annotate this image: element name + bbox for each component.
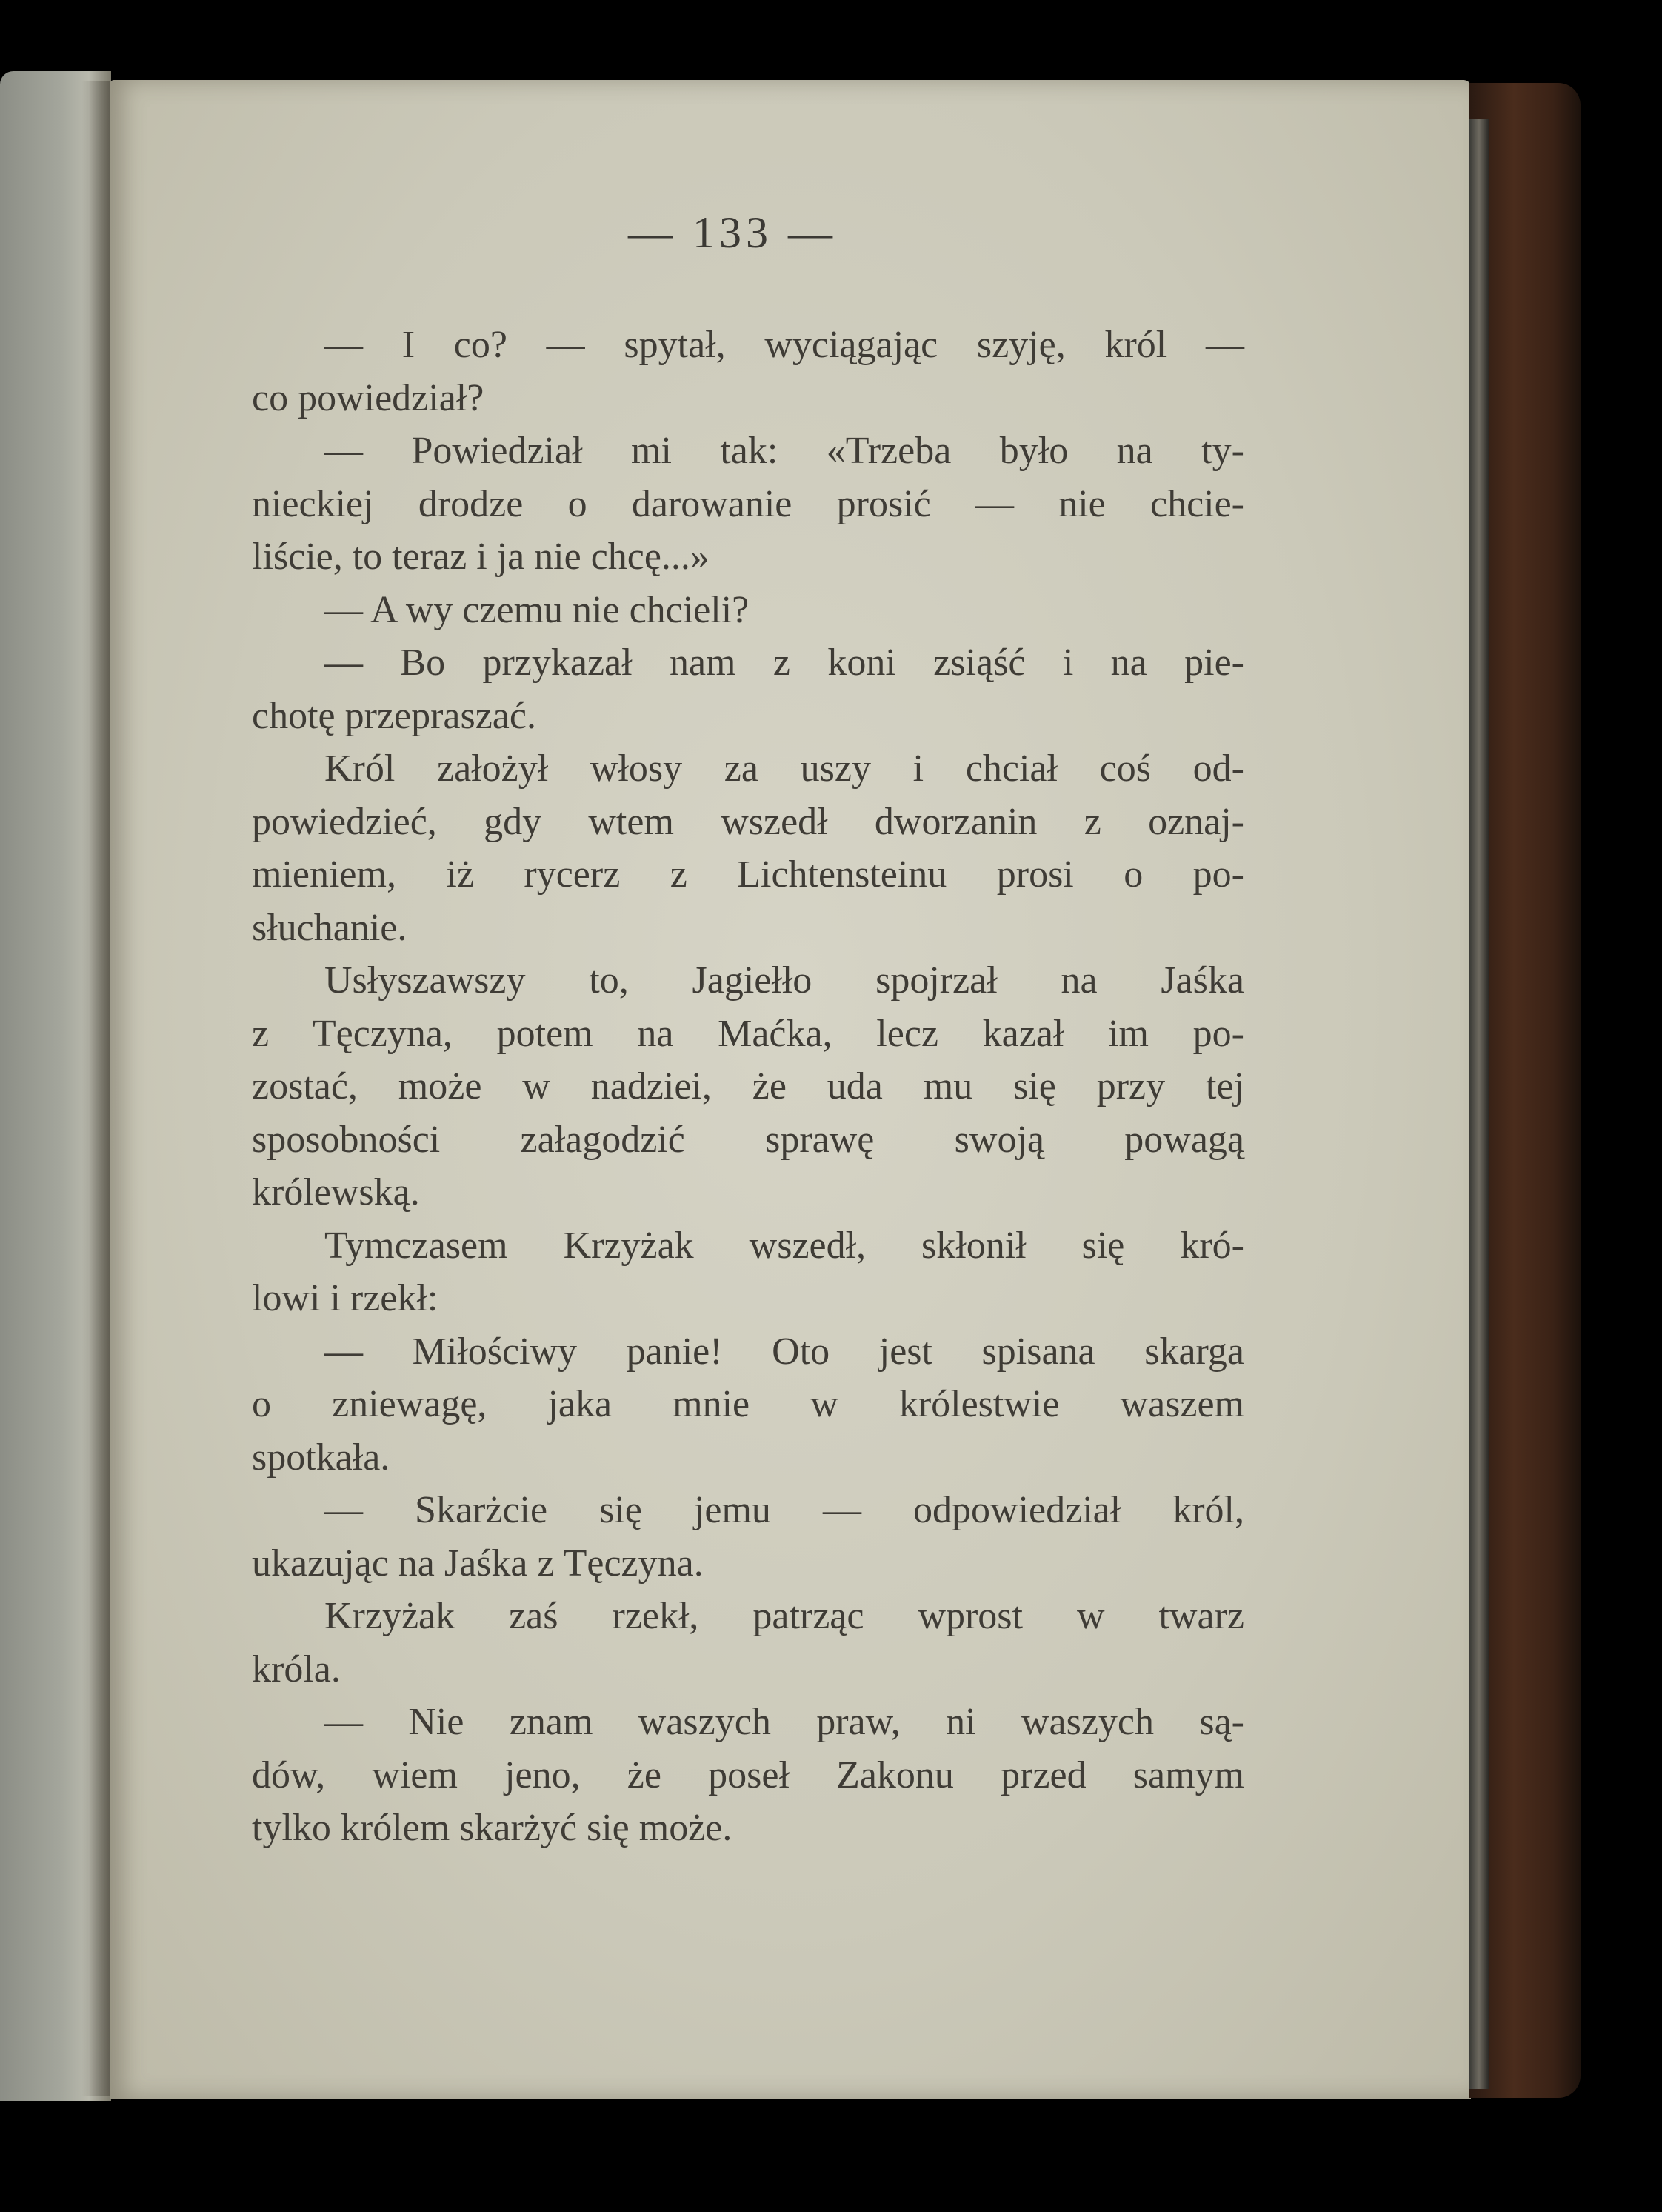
text-line: Krzyżak zaś rzekł, patrząc wprost w twarz	[324, 1595, 1244, 1637]
text-line: królewską.	[252, 1171, 420, 1213]
text-line: Król założył włosy za uszy i chciał coś od-	[324, 747, 1244, 790]
page-number: — 133 —	[628, 208, 837, 257]
text-line: — I co? — spytał, wyciągając szyję, król —	[324, 324, 1244, 366]
text-line: zostać, może w nadziei, że uda mu się przy tej	[252, 1065, 1244, 1107]
text-line: Tymczasem Krzyżak wszedł, skłonił się kró-	[324, 1224, 1244, 1267]
body-text	[252, 319, 1244, 1855]
text-line: — Bo przykazał nam z koni zsiąść i na pie-	[324, 642, 1244, 684]
text-line: — Powiedział mi tak: «Trzeba było na ty-	[324, 430, 1244, 472]
text-line: tylko królem skarżyć się może.	[252, 1807, 732, 1849]
text-line: liście, to teraz i ja nie chcę...»	[252, 536, 710, 578]
text-line: o zniewagę, jaka mnie w królestwie waszem	[252, 1383, 1244, 1425]
text-line: sposobności załagodzić sprawę swoją powagą	[252, 1118, 1244, 1161]
text-line: nieckiej drodze o darowanie prosić — nie chcie-	[252, 482, 1244, 525]
text-line: spotkała.	[252, 1436, 390, 1479]
text-line: — Nie znam waszych praw, ni waszych są-	[324, 1701, 1244, 1743]
text-line: chotę przepraszać.	[252, 694, 536, 737]
text-line: króla.	[252, 1648, 341, 1690]
text-line: — Miłościwy panie! Oto jest spisana skarga	[324, 1330, 1244, 1373]
text-line: Usłyszawszy to, Jagiełło spojrzał na Jaśka	[324, 959, 1244, 1002]
text-line: — A wy czemu nie chcieli?	[324, 588, 750, 631]
text-line: powiedzieć, gdy wtem wszedł dworzanin z oznaj-	[252, 800, 1244, 843]
text-line: lowi i rzekł:	[252, 1277, 438, 1319]
text-line: dów, wiem jeno, że poseł Zakonu przed samym	[252, 1753, 1244, 1796]
page-block-edge	[1469, 119, 1489, 2089]
text-line: słuchanie.	[252, 906, 407, 949]
text-line: z Tęczyna, potem na Maćka, lecz kazał im po-	[252, 1012, 1244, 1055]
text-line: co powiedział?	[252, 376, 484, 419]
text-line: mieniem, iż rycerz z Lichtensteinu prosi o po-	[252, 853, 1244, 896]
text-line: ukazując na Jaśka z Tęczyna.	[252, 1542, 704, 1585]
text-line: — Skarżcie się jemu — odpowiedział król,	[324, 1489, 1244, 1531]
